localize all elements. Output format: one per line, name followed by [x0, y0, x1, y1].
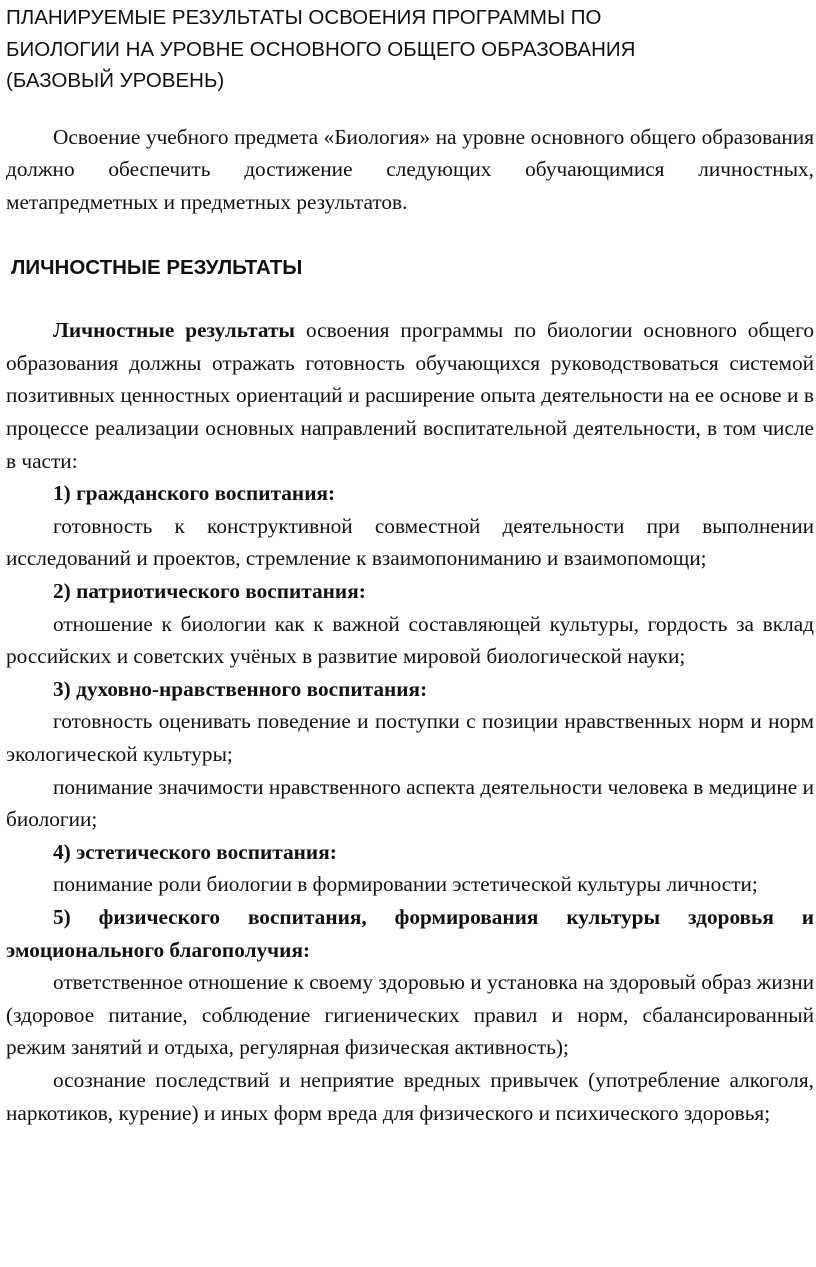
document-title	[6, 0, 814, 97]
item-paragraph: готовность оценивать поведение и поступки с позиции нравственных норм и норм экологической культуры;	[6, 709, 814, 766]
lead-text: освоения программы по биологии основного общего образования должны отражать готовность обучающихся руководствоваться системой позитивных ценностных ориентаций и расширение опыта деятельности на ее основе и в процессе реализации основных направлений воспитательной деятельности, в том числе в части:	[6, 318, 814, 473]
item-heading: 2) патриотического воспитания:	[53, 579, 366, 604]
title-line: ПЛАНИРУЕМЫЕ РЕЗУЛЬТАТЫ ОСВОЕНИЯ ПРОГРАММЫ ПО	[6, 6, 602, 29]
item-heading: 4) эстетического воспитания:	[53, 839, 337, 864]
lead-paragraph	[6, 314, 814, 477]
item-paragraph: отношение к биологии как к важной составляющей культуры, гордость за вклад российских и советских учёных в развитие мировой биологической науки;	[6, 611, 814, 669]
item-heading: 5) физического воспитания, формирования культуры здоровья и эмоционального благополучия:	[6, 904, 814, 962]
title-line: БИОЛОГИИ НА УРОВНЕ ОСНОВНОГО ОБЩЕГО ОБРАЗОВАНИЯ	[6, 37, 636, 61]
item-paragraph: готовность к конструктивной совместной деятельности при выполнении исследований и проектов, стремление к взаимопониманию и взаимопомощи;	[6, 513, 814, 571]
title-line: (БАЗОВЫЙ УРОВЕНЬ)	[6, 69, 225, 92]
item-paragraph: понимание роли биологии в формировании эстетической культуры личности;	[53, 872, 758, 897]
item-heading: 3) духовно-нравственного воспитания:	[53, 676, 428, 701]
item-paragraph: ответственное отношение к своему здоровью и установка на здоровый образ жизни (здоровое питание, соблюдение гигиенических правил и норм, сбалансированный режим занятий и отдыха, регулярная физическая активность);	[6, 970, 814, 1060]
section-heading: ЛИЧНОСТНЫЕ РЕЗУЛЬТАТЫ	[11, 256, 303, 280]
lead-bold-term: Личностные результаты	[53, 318, 296, 343]
intro-paragraph: Освоение учебного предмета «Биология» на уровне основного общего образования должно обеспечить достижение следующих обучающимися личностных, метапредметных и предметных результатов.	[6, 124, 814, 214]
item-paragraph: осознание последствий и неприятие вредных привычек (употребление алкоголя, наркотиков, курение) и иных форм вреда для физического и психического здоровья;	[6, 1067, 814, 1125]
item-heading: 1) гражданского воспитания:	[53, 481, 336, 506]
item-list	[6, 477, 814, 1129]
item-paragraph: понимание значимости нравственного аспекта деятельности человека в медицине и биологии;	[6, 774, 814, 832]
